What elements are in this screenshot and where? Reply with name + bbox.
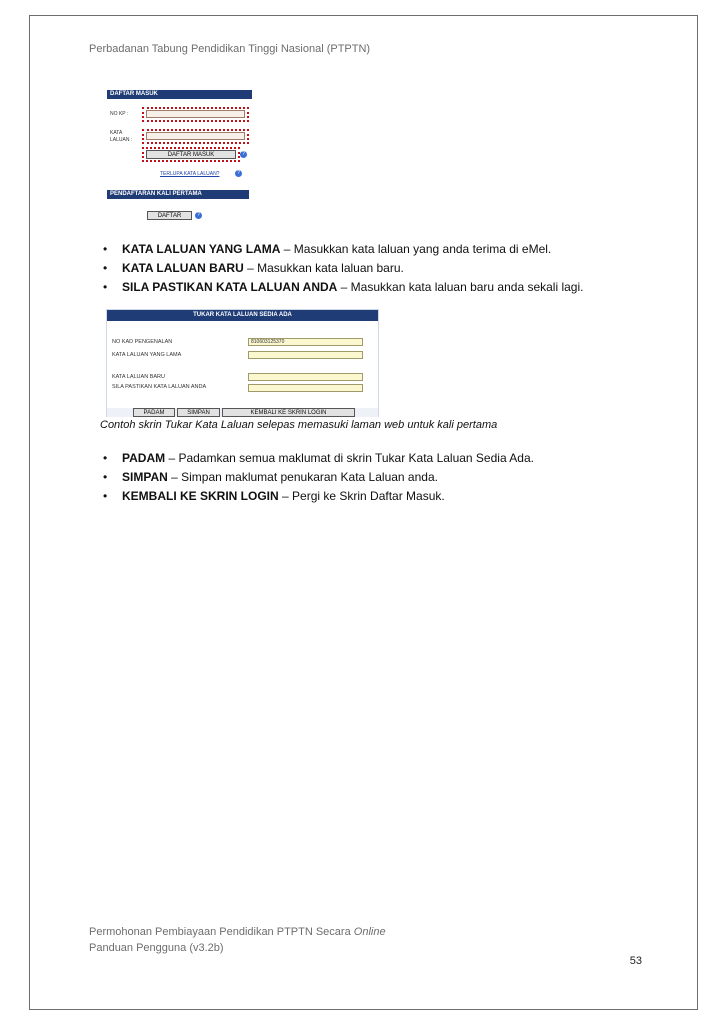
laluan-label: LALUAN : (110, 137, 133, 143)
no-kp-label: NO KP : (110, 111, 129, 117)
footer-line2: Panduan Pengguna (v3.2b) (89, 942, 224, 954)
padam-button[interactable]: PADAM (133, 408, 175, 417)
button-description-list (103, 449, 534, 506)
help-icon[interactable]: ? (235, 170, 242, 177)
field-description-list (103, 240, 583, 297)
footer-line1: Permohonan Pembiayaan Pendidikan PTPTN Secara Online (89, 926, 386, 938)
help-icon[interactable]: ? (240, 151, 247, 158)
login-button[interactable]: DAFTAR MASUK (146, 150, 236, 159)
password-input[interactable] (146, 132, 245, 140)
register-button[interactable]: DAFTAR (147, 211, 192, 220)
kembali-button[interactable]: KEMBALI KE SKRIN LOGIN (222, 408, 355, 417)
list-item: • SIMPAN – Simpan maklumat penukaran Kata Laluan anda. (103, 468, 534, 487)
list-item: • KATA LALUAN YANG LAMA – Masukkan kata laluan yang anda terima di eMel. (103, 240, 583, 259)
page-number: 53 (629, 955, 642, 967)
confirm-password-input[interactable] (248, 384, 363, 392)
list-item: • KATA LALUAN BARU – Masukkan kata laluan baru. (103, 259, 583, 278)
ic-input[interactable]: 810603125370 (248, 338, 363, 346)
change-password-form (106, 309, 379, 417)
list-item: • PADAM – Padamkan semua maklumat di skrin Tukar Kata Laluan Sedia Ada. (103, 449, 534, 468)
old-password-input[interactable] (248, 351, 363, 359)
new-password-label: KATA LALUAN BARU (112, 374, 165, 380)
simpan-button[interactable]: SIMPAN (177, 408, 220, 417)
old-password-label: KATA LALUAN YANG LAMA (112, 352, 182, 358)
list-item: • SILA PASTIKAN KATA LALUAN ANDA – Masukkan kata laluan baru anda sekali lagi. (103, 278, 583, 297)
help-icon[interactable]: ? (195, 212, 202, 219)
page-footer (89, 924, 386, 956)
confirm-password-label: SILA PASTIKAN KATA LALUAN ANDA (112, 384, 207, 390)
kata-label: KATA (110, 130, 123, 136)
page-header: Perbadanan Tabung Pendidikan Tinggi Nasional (PTPTN) (89, 43, 371, 55)
ic-label: NO KAD PENGENALAN (112, 339, 173, 345)
list-item: • KEMBALI KE SKRIN LOGIN – Pergi ke Skrin Daftar Masuk. (103, 487, 534, 506)
new-password-input[interactable] (248, 373, 363, 381)
forgot-password-link[interactable]: TERLUPA KATA LALUAN? (160, 171, 220, 177)
login-title: DAFTAR MASUK (107, 90, 252, 99)
figure-caption: Contoh skrin Tukar Kata Laluan selepas memasuki laman web untuk kali pertama (100, 419, 498, 431)
no-kp-input[interactable] (146, 110, 245, 118)
login-form (107, 90, 249, 202)
first-registration-title: PENDAFTARAN KALI PERTAMA (107, 190, 249, 199)
change-password-title: TUKAR KATA LALUAN SEDIA ADA (107, 310, 378, 321)
